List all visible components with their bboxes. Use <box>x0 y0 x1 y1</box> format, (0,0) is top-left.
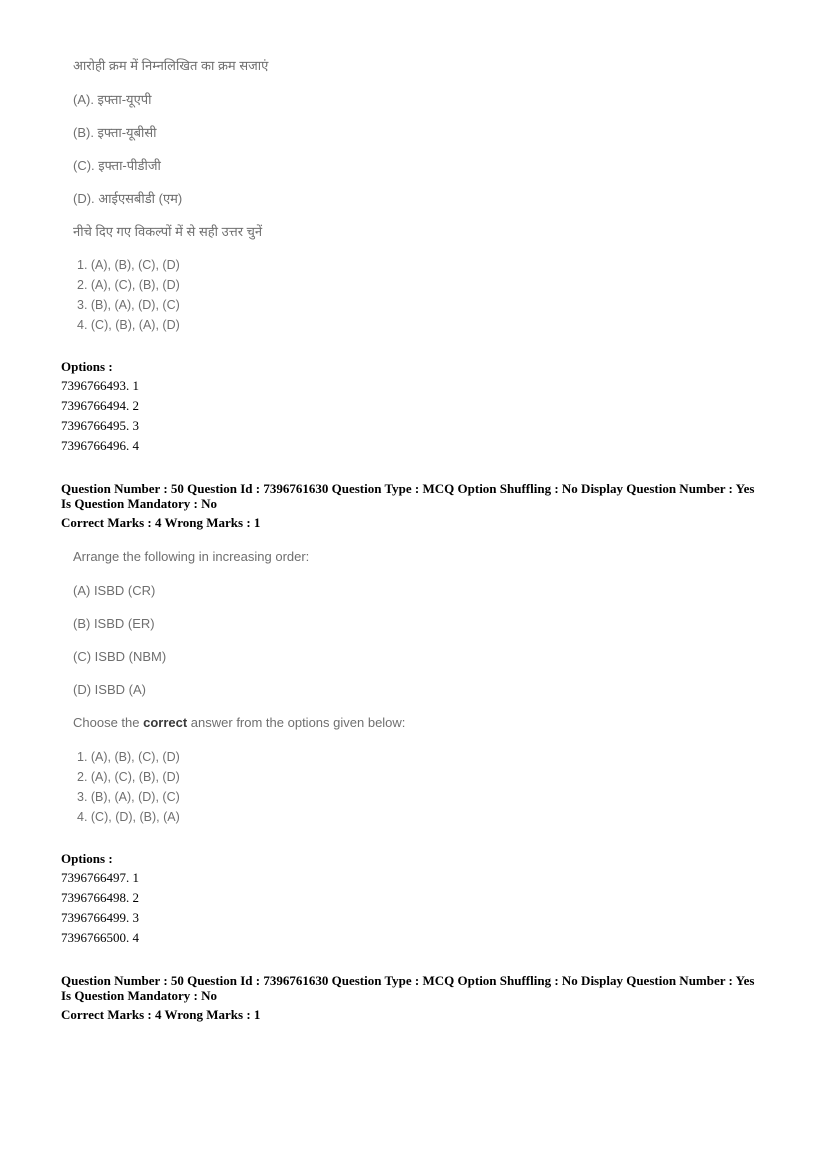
option-id: 7396766499. 3 <box>61 910 139 925</box>
question-item: (A). इफ्ता-यूएपी <box>73 92 152 107</box>
question-meta-line: Question Number : 50 Question Id : 7396761630 Question Type : MCQ Option Shuffling : No Display Question Number : Yes <box>61 481 755 496</box>
answer-choice: 4. (C), (B), (A), (D) <box>77 318 180 332</box>
question-mandatory: Is Question Mandatory : No <box>61 988 218 1003</box>
answer-choice: 1. (A), (B), (C), (D) <box>77 258 180 272</box>
option-id: 7396766500. 4 <box>61 930 139 945</box>
question-image-english <box>73 545 773 835</box>
answer-choice: 2. (A), (C), (B), (D) <box>77 770 180 784</box>
question-prompt: आरोही क्रम में निम्नलिखित का क्रम सजाएं <box>73 58 269 73</box>
options-label: Options : <box>61 851 113 866</box>
question-marks: Correct Marks : 4 Wrong Marks : 1 <box>61 515 261 530</box>
question-mandatory: Is Question Mandatory : No <box>61 496 218 511</box>
question-item: (B) ISBD (ER) <box>73 616 155 631</box>
question-item: (D) ISBD (A) <box>73 682 146 697</box>
question-prompt: Arrange the following in increasing order: <box>73 549 310 564</box>
answer-choice: 1. (A), (B), (C), (D) <box>77 750 180 764</box>
question-meta-line: Question Number : 50 Question Id : 7396761630 Question Type : MCQ Option Shuffling : No Display Question Number : Yes <box>61 973 755 988</box>
answer-choice: 3. (B), (A), (D), (C) <box>77 298 180 312</box>
answer-choice: 4. (C), (D), (B), (A) <box>77 810 180 824</box>
question-item: (D). आईएसबीडी (एम) <box>73 191 183 206</box>
options-label: Options : <box>61 359 113 374</box>
question-marks: Correct Marks : 4 Wrong Marks : 1 <box>61 1007 261 1022</box>
option-id: 7396766498. 2 <box>61 890 139 905</box>
option-id: 7396766494. 2 <box>61 398 139 413</box>
question-item: (C). इफ्ता-पीडीजी <box>73 158 161 173</box>
bold-keyword: correct <box>143 715 188 730</box>
answer-choice: 3. (B), (A), (D), (C) <box>77 790 180 804</box>
option-id: 7396766497. 1 <box>61 870 139 885</box>
option-id: 7396766496. 4 <box>61 438 139 453</box>
question-instruction: नीचे दिए गए विकल्पों में से सही उत्तर चुनें <box>73 224 263 239</box>
option-id: 7396766495. 3 <box>61 418 139 433</box>
question-image-hindi <box>73 52 773 342</box>
option-id: 7396766493. 1 <box>61 378 139 393</box>
question-instruction: Choose the correct answer from the options given below: <box>73 715 406 730</box>
question-item: (A) ISBD (CR) <box>73 583 156 598</box>
question-item: (C) ISBD (NBM) <box>73 649 167 664</box>
answer-choice: 2. (A), (C), (B), (D) <box>77 278 180 292</box>
question-item: (B). इफ्ता-यूबीसी <box>73 125 157 140</box>
